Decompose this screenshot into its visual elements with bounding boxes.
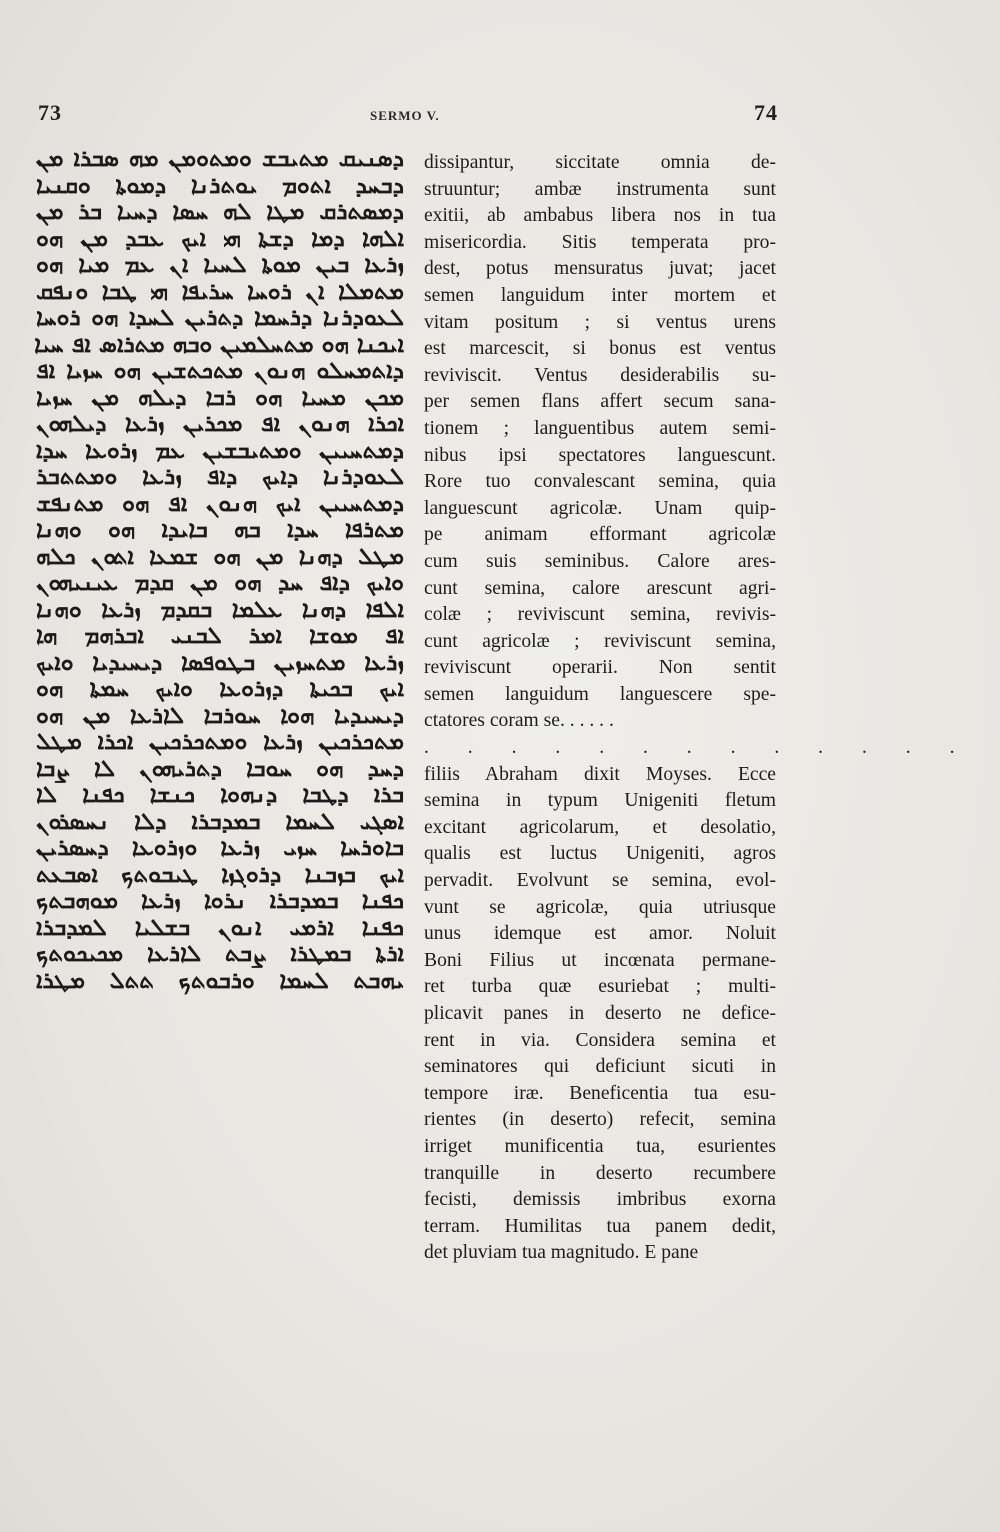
latin-text-line: excitant agricolarum, et desolatio, [424,816,776,838]
left-page-number: 73 [38,100,62,125]
latin-text-line: rientes (in deserto) refecit, semina [424,1109,776,1131]
page-header [38,100,778,136]
latin-text-line: reviviscunt operarii. Non sentit [424,657,776,679]
latin-text-line: semina in typum Unigeniti fletum [424,790,776,812]
latin-text-line: det pluviam tua magnitudo. E pane [424,1242,699,1264]
latin-text-line: languescunt agricolæ. Unam quip- [424,497,776,519]
syriac-text-line: ܡܬܪܦܐ ܚܕܐ ܒܗ ܒܐܝܕܐ ܗܘ ܘܗܢܐ [36,517,404,543]
syriac-text-line: ܐܟܪܐ ܗܢܘܢ ܐܦ ܡܟܪܝܢ ܙܪܥܐ ܕܝܠܗܘܢ [36,411,404,437]
syriac-text-line: ܠܥܘܕܪܢܐ ܕܐܝܟ ܕܐܦ ܙܪܥܐ ܘܡܬܬܒܪ [36,464,404,490]
syriac-text-line: ܕܡܬܚܝܝܢ ܘܡܬܝܒܫܝܢ ܥܡ ܙܪܘܥܐ ܚܕܐ [36,437,404,464]
latin-text-line: fecisti, demissis imbribus exorna [424,1189,776,1211]
latin-text-line: tempore iræ. Beneficentia tua esu- [424,1082,776,1104]
syriac-text-line: ܐܠܗܐ ܕܡܐ ܕܫܬܐ ܗܝ ܐܝܟ ܥܒܕ ܡܢ ܗܘ [36,225,404,252]
latin-text-line: dissipantur, siccitate omnia de- [424,152,776,173]
syriac-text-line: ܡܬܟܪܟܝܢ ܙܪܥܐ ܘܡܬܟܪܟܝܢ ܐܟܪܐ ܡܛܠ [36,729,404,755]
latin-text-line: vitam positum ; si ventus urens [424,311,776,333]
syriac-text-line: ܡܛܠ ܕܗܢܐ ܡܢ ܗܘ ܫܡܥܐ ܐܬܘܢ ܟܠܗ [36,543,404,570]
syriac-text-line: ܐܪܬܐ ܒܡܛܪܐ ܨܒܬ ܠܐܪܥܐ ܡܟܝܟܘܬܟ [36,941,404,967]
syriac-text-line: ܐܣܓܝ ܠܚܡܐ ܒܡܕܒܪܐ ܕܠܐ ܢܚܣܪܘܢ [36,808,404,835]
latin-text-line: ctatores coram se. . . . . . [424,710,614,732]
syriac-text-line: ܕܐܬܡܚܠܘ ܗܢܘܢ ܡܬܟܬܫܝܢ ܗܘ ܚܙܝܐ ܐܦ [36,358,404,384]
latin-text-line: tranquille in deserto recumbere [424,1162,776,1184]
latin-text-line: per semen flans affert secum sana- [424,391,776,413]
syriac-text-line: ܘܐܝܟ ܕܐܦ ܚܕ ܗܘ ܡܢ ܩܕܡ ܥܝܢܝܗܘܢ [36,570,404,596]
syriac-text-line: ܐܝܟ ܒܟܝܬܐ ܕܙܪܘܥܐ ܘܐܝܟ ܚܡܬܐ ܗܘ [36,676,404,702]
latin-text-line: seminatores qui deficiunt sicuti in [424,1056,776,1078]
syriac-text-line: ܡܟܢ ܡܚܝܐ ܗܘ ܪܒܐ ܕܝܠܗ ܡܢ ܚܙܝܐ [36,384,404,411]
latin-text-line: struuntur; ambæ instrumenta sunt [424,178,776,200]
syriac-text-line: ܒܪܐ ܕܛܒܐ ܕܢܗܘܐ ܟܢܫܐ ܟܦܢܐ ܠܐ [36,782,404,808]
syriac-text-line: ܐܠܦܐ ܕܗܢܐ ܥܠܡܐ ܒܩܕܡ ܙܪܥܐ ܘܗܢܐ [36,596,404,623]
latin-text-line: dest, potus mensuratus juvat; jacet [424,258,776,280]
latin-text-line: irriget munificentia tua, esurientes [424,1135,776,1157]
ellipsis-line: . . . . . . . . . . . . . [424,737,972,759]
latin-text-line: filiis Abraham dixit Moyses. Ecce [424,763,776,785]
latin-text-line: exitii, ab ambabus libera nos in tua [424,205,776,227]
syriac-text-line: ܙܪܥܐ ܒܝܢ ܡܘܬܐ ܠܚܝܐ ܐܢ ܥܡ ܡܝܐ ܗܘ [36,252,404,278]
latin-text-line: Boni Filius ut incœnata permane- [424,949,776,971]
syriac-text-line: ܕܒܚܕ ܐܬܘܡ ܝܘܬܪܢܐ ܕܡܘܬܐ ܘܩܢܝܐ [36,172,404,199]
syriac-text-line: ܕܝܚܝܕܝܐ ܗܘܐ ܚܘܪܒܐ ܠܐܪܥܐ ܡܢ ܗܘ [36,702,404,729]
syriac-text-line: ܟܦܢܐ ܐܪܡܝ ܐܢܘܢ ܒܫܠܝܐ ܠܡܕܒܪܐ [36,914,404,941]
latin-text-line: semen languidum inter mortem et [424,284,776,306]
latin-text-line: cunt agricolæ ; reviviscunt semina, [424,630,776,652]
syriac-text-line: ܐܝܟ ܒܙܒܢܐ ܕܪܘܓܙܐ ܛܝܒܘܬܟ ܐܣܒܥܬ [36,861,404,888]
latin-text-line: reviviscit. Ventus desiderabilis su- [424,364,776,386]
latin-text-line: plicavit panes in deserto ne defice- [424,1003,776,1024]
latin-column [424,150,972,1267]
latin-text-line: Rore tuo convalescant semina, quia [424,471,776,493]
latin-text-line: terram. Humilitas tua panem dedit, [424,1215,776,1237]
latin-text-line: cum suis seminibus. Calore ares- [424,550,776,572]
syriac-text-line: ܝܗܒܬ ܠܚܡܐ ܘܪܒܘܬܟ ܬܬܠ ܡܛܪܐ [36,967,404,994]
syriac-text-line: ܡܬܡܠܐ ܐܢ ܪܘܚܐ ܚܪܝܦܐ ܗܝ ܛܒܐ ܘܢܦܩ [36,278,404,305]
latin-text-line: semen languidum languescere spe- [424,683,776,705]
latin-text-line: misericordia. Sitis temperata pro- [424,231,776,253]
syriac-text-line: ܕܡܣܬܪܩ ܡܛܐ ܠܗ ܚܣܐ ܕܚܝܐ ܒܪ ܡܢ [36,199,404,225]
latin-text-line: ret turba quæ esuriebat ; multi- [424,976,776,998]
running-title: SERMO V. [370,108,440,123]
latin-text-line: pervadit. Evolvunt se semina, evol- [424,870,776,892]
syriac-text-line: ܒܐܘܪܚܐ ܚܙܝ ܙܪܥܐ ܘܙܪܘܥܐ ܕܚܣܪܝܢ [36,835,404,861]
latin-text-line: cunt semina, calore arescunt agri- [424,577,776,599]
syriac-text-line: ܕܡܬܚܝܝܢ ܐܝܟ ܗܢܘܢ ܐܦ ܗܘ ܡܬܢܦܫ [36,490,404,517]
syriac-text-line: ܟܦܢܐ ܒܡܕܒܪܐ ܢܪܘܐ ܙܪܥܐ ܡܘܗܒܬܟ [36,888,404,914]
latin-text-line: qualis est luctus Unigeniti, agros [424,843,776,865]
syriac-text-line: ܐܦ ܡܘܫܐ ܐܡܪ ܠܒܢܝ ܐܒܪܗܡ ܗܐ [36,623,404,649]
latin-text-line: colæ ; reviviscunt semina, revivis- [424,604,776,626]
right-page-number: 74 [754,100,778,125]
latin-text-line: tionem ; languentibus autem semi- [424,417,776,439]
syriac-column [36,146,404,994]
latin-text-line: pe animam efformant agricolæ [424,524,776,546]
latin-text-line: nibus ipsi spectatores languescunt. [424,444,776,466]
latin-text-line: rent in via. Considera semina et [424,1029,776,1051]
syriac-text-line: ܙܪܥܐ ܡܬܚܙܝܢ ܒܛܘܦܣܐ ܕܝܚܝܕܝܐ ܘܐܝܟ [36,649,404,676]
latin-text-line: vunt se agricolæ, quia utriusque [424,896,776,918]
latin-text-line: est marcescit, si bonus est ventus [424,338,776,360]
latin-text-line: unus idemque est amor. Noluit [424,923,776,945]
syriac-text-line: ܐܝܟܢܐ ܗܘ ܡܬܚܠܡܝܢ ܘܒܗ ܡܬܪܐܣ ܐܦ ܚܝܐ [34,331,404,358]
syriac-text-line: ܕܣܢܝܩ ܡܬܝܒܫ ܘܡܬܘܡܢ ܡܗ ܣܒܪܐ ܡܢ [36,146,404,172]
syriac-text-line: ܠܥܘܕܪܢܐ ܕܪܚܡܐ ܕܬܪܝܢ ܠܚܕܐ ܗܘ ܪܘܚܐ [36,305,404,331]
syriac-text-line: ܕܚܕ ܗܘ ܚܘܒܐ ܕܬܪܝܗܘܢ ܠܐ ܨܒܐ [36,755,404,782]
